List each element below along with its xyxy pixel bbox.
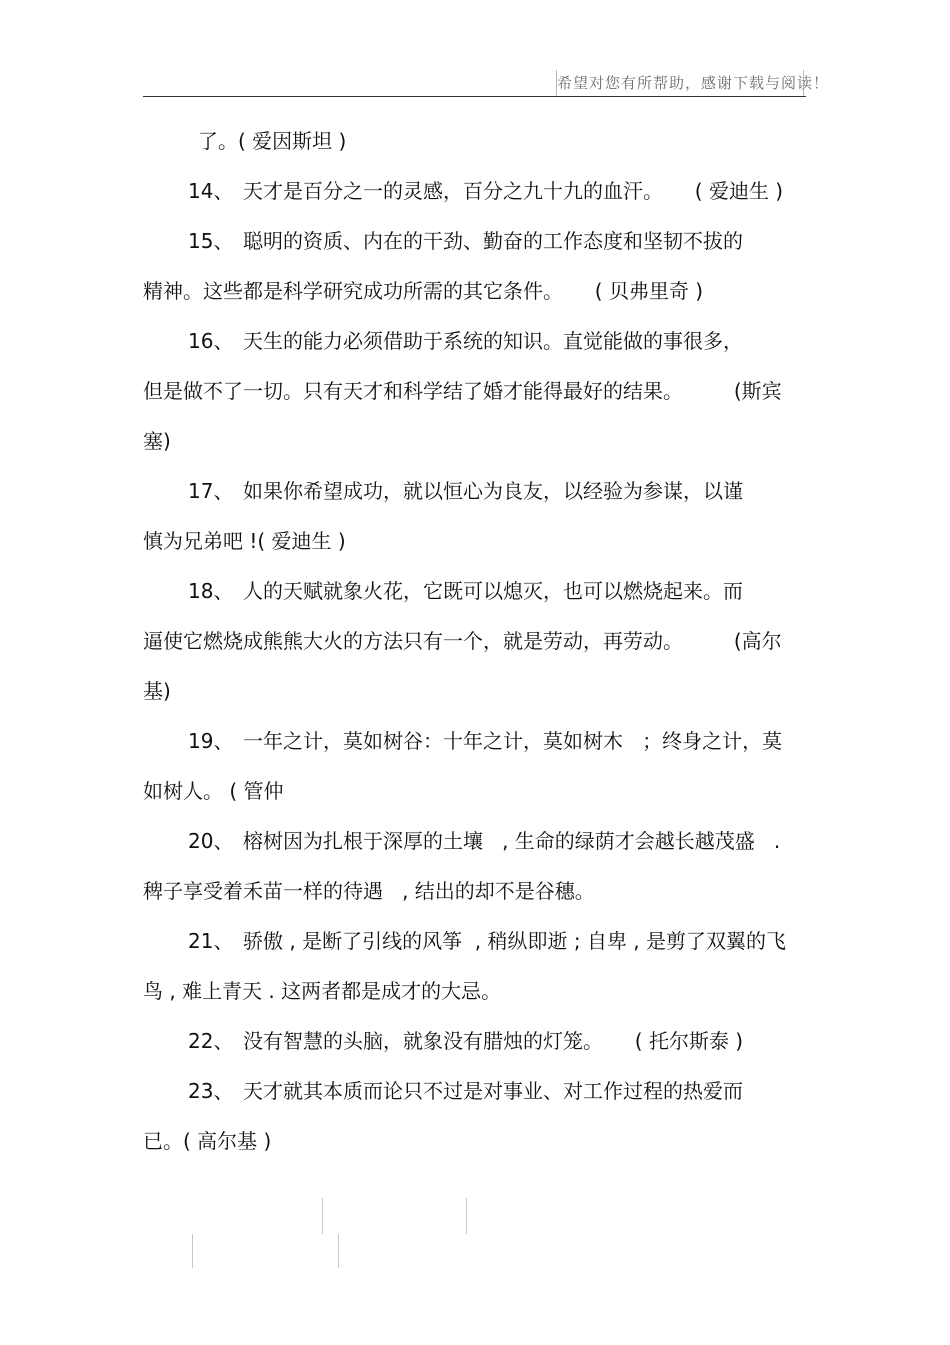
item-number: 19、 <box>188 729 234 753</box>
line-text: 精神。这些都是科学研究成功所需的其它条件。 ( 贝弗里奇 ) <box>143 279 704 303</box>
decorative-rule <box>466 1198 467 1234</box>
text-line <box>143 216 806 266</box>
item-number: 21、 <box>188 929 234 953</box>
decorative-rule <box>338 1234 339 1268</box>
header-rule <box>143 96 806 97</box>
text-line <box>143 366 806 416</box>
text-line <box>143 766 806 816</box>
line-text: 榕树因为扎根于深厚的土壤 , 生命的绿荫才会越长越茂盛 . <box>243 829 781 853</box>
item-number: 14、 <box>188 179 234 203</box>
text-line <box>143 266 806 316</box>
line-text: 天才就其本质而论只不过是对事业、对工作过程的热爱而 <box>243 1079 743 1103</box>
text-line <box>143 866 806 916</box>
line-text: 天才是百分之一的灵感，百分之九十九的血汗。 ( 爱迪生 ) <box>243 179 784 203</box>
text-line <box>143 666 806 716</box>
text-line <box>143 166 806 216</box>
line-text: 如果你希望成功，就以恒心为良友，以经验为参谋，以谨 <box>243 479 743 503</box>
line-text: 没有智慧的头脑，就象没有腊烛的灯笼。 ( 托尔斯泰 ) <box>243 1029 744 1053</box>
line-text: 天生的能力必须借助于系统的知识。直觉能做的事很多， <box>243 329 743 353</box>
line-text: 了。( 爱因斯坦 ) <box>198 129 347 153</box>
line-text: 但是做不了一切。只有天才和科学结了婚才能得最好的结果。 (斯宾 <box>143 379 782 403</box>
line-text: 基) <box>143 679 171 703</box>
line-text: 塞) <box>143 429 171 453</box>
text-line <box>143 916 806 966</box>
text-line <box>143 116 806 166</box>
item-number: 17、 <box>188 479 234 503</box>
line-text: 骄傲 , 是断了引线的风筝 , 稍纵即逝 ; 自卑 , 是剪了双翼的飞 <box>243 929 787 953</box>
item-number: 23、 <box>188 1079 234 1103</box>
text-line <box>143 466 806 516</box>
line-text: 聪明的资质、内在的干劲、勤奋的工作态度和坚韧不拔的 <box>243 229 743 253</box>
header-banner: 希望对您有所帮助，感谢下载与阅读！ <box>556 70 804 96</box>
item-number: 16、 <box>188 329 234 353</box>
item-number: 20、 <box>188 829 234 853</box>
text-line <box>143 716 806 766</box>
line-text: 一年之计，莫如树谷：十年之计，莫如树木 ；终身之计，莫 <box>243 729 783 753</box>
document-body <box>143 116 806 1166</box>
line-text: 人的天赋就象火花，它既可以熄灭，也可以燃烧起来。而 <box>243 579 743 603</box>
text-line <box>143 516 806 566</box>
text-line <box>143 1116 806 1166</box>
text-line <box>143 566 806 616</box>
item-number: 18、 <box>188 579 234 603</box>
line-text: 稗子享受着禾苗一样的待遇 , 结出的却不是谷穗。 <box>143 879 595 903</box>
line-text: 慎为兄弟吧 !( 爱迪生 ) <box>143 529 346 553</box>
text-line <box>143 416 806 466</box>
line-text: 逼使它燃烧成熊熊大火的方法只有一个，就是劳动，再劳动。 (高尔 <box>143 629 782 653</box>
text-line <box>143 616 806 666</box>
text-line <box>143 966 806 1016</box>
text-line <box>143 1066 806 1116</box>
item-number: 15、 <box>188 229 234 253</box>
item-number: 22、 <box>188 1029 234 1053</box>
line-text: 如树人。 ( 管仲 <box>143 779 284 803</box>
text-line <box>143 1016 806 1066</box>
text-line <box>143 316 806 366</box>
decorative-rule <box>322 1198 323 1234</box>
line-text: 鸟 , 难上青天 . 这两者都是成才的大忌。 <box>143 979 502 1003</box>
decorative-rule <box>192 1234 193 1268</box>
text-line <box>143 816 806 866</box>
line-text: 已。( 高尔基 ) <box>143 1129 272 1153</box>
